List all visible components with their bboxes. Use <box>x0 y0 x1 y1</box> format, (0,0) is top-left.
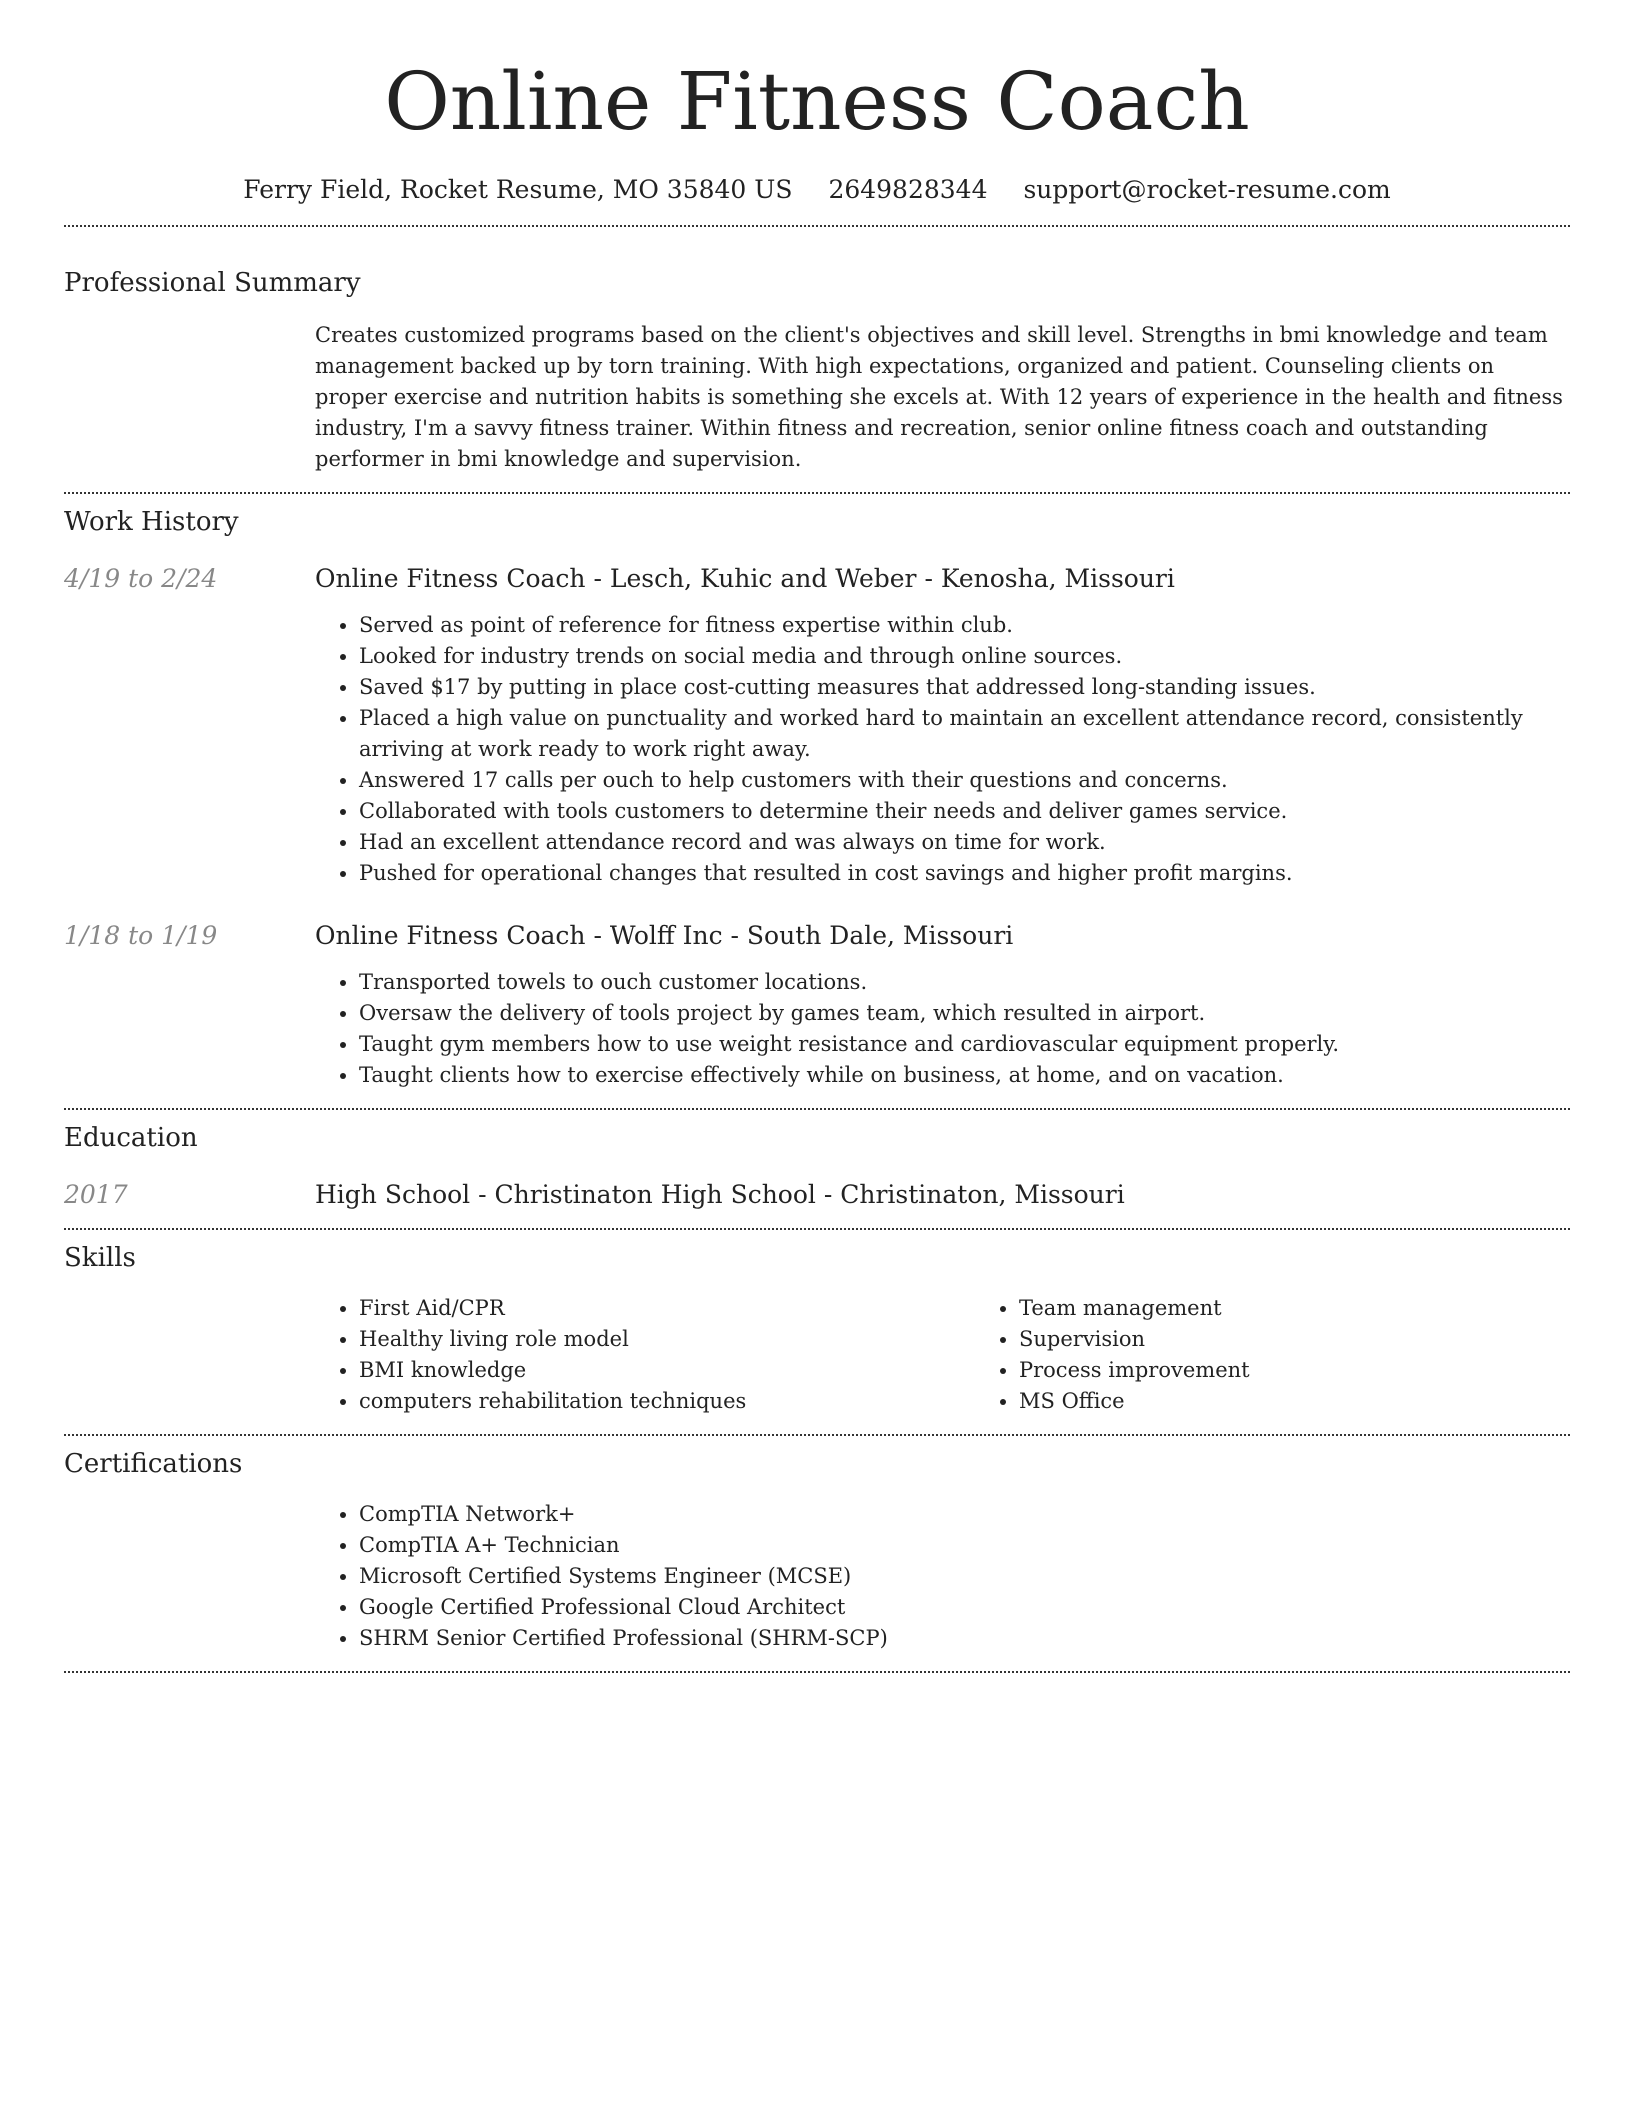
section-divider <box>64 1434 1570 1436</box>
education-section-title: Education <box>64 1123 198 1153</box>
section-divider <box>64 1108 1570 1110</box>
job-bullet: • Placed a high value on punctuality and worked hard to maintain an excellent attendance record, consistently arriving at work ready to work right away. <box>359 703 1570 765</box>
certification-item: • Google Certified Professional Cloud Architect <box>359 1592 1570 1623</box>
job-bullet: • Served as point of reference for fitness expertise within club. <box>359 610 1570 641</box>
work-section-title: Work History <box>64 507 239 537</box>
education-heading: High School - Christinaton High School - Christinaton, Missouri <box>315 1180 1125 1209</box>
certification-item: • CompTIA Network+ <box>359 1499 1570 1530</box>
education-content <box>315 1178 1570 1212</box>
certifications-list <box>315 1499 1570 1654</box>
skills-list-right <box>975 1293 1632 1417</box>
skill-item: • Healthy living role model <box>359 1324 975 1355</box>
job-heading: Online Fitness Coach - Lesch, Kuhic and Weber - Kenosha, Missouri <box>315 564 1175 593</box>
certification-item: • SHRM Senior Certified Professional (SHRM-SCP) <box>359 1623 1570 1654</box>
job-content <box>315 919 1570 1091</box>
skills-list-left <box>315 1293 975 1417</box>
summary-section-title: Professional Summary <box>64 268 361 298</box>
job-bullet: • Saved $17 by putting in place cost-cutting measures that addressed long-standing issues. <box>359 672 1570 703</box>
job-heading: Online Fitness Coach - Wolff Inc - South Dale, Missouri <box>315 921 1014 950</box>
skills-date-spacer <box>64 1293 315 1417</box>
skills-section-title: Skills <box>64 1243 136 1273</box>
job-bullet: • Pushed for operational changes that resulted in cost savings and higher profit margins. <box>359 858 1570 889</box>
summary-date-spacer <box>64 320 315 475</box>
job-bullet: • Answered 17 calls per ouch to help customers with their questions and concerns. <box>359 765 1570 796</box>
job-bullets <box>315 967 1570 1091</box>
certification-item: • Microsoft Certified Systems Engineer (MCSE) <box>359 1561 1570 1592</box>
skill-item: • First Aid/CPR <box>359 1293 975 1324</box>
certifications-date-spacer <box>64 1499 315 1654</box>
certifications-row <box>64 1499 1570 1654</box>
job-bullets <box>315 610 1570 889</box>
summary-row <box>64 320 1570 475</box>
job-content <box>315 562 1570 889</box>
job-entry-1 <box>64 562 1570 889</box>
certification-item: • CompTIA A+ Technician <box>359 1530 1570 1561</box>
skills-row <box>64 1293 1570 1417</box>
certifications-section-title: Certifications <box>64 1449 243 1479</box>
contact-phone: 2649828344 <box>828 175 988 204</box>
job-bullet: • Had an excellent attendance record and was always on time for work. <box>359 827 1570 858</box>
resume-page <box>64 0 1570 1673</box>
job-dates: 4/19 to 2/24 <box>64 564 218 593</box>
job-entry-2 <box>64 919 1570 1091</box>
section-divider <box>64 492 1570 494</box>
education-entry <box>64 1178 1570 1212</box>
contact-address: Ferry Field, Rocket Resume, MO 35840 US <box>243 175 793 204</box>
job-dates: 1/18 to 1/19 <box>64 921 218 950</box>
skill-item: • Supervision <box>1019 1324 1632 1355</box>
skill-item: • MS Office <box>1019 1386 1632 1417</box>
job-bullet: • Taught clients how to exercise effectively while on business, at home, and on vacation. <box>359 1060 1570 1091</box>
summary-text: Creates customized programs based on the client's objectives and skill level. Strengths in bmi knowledge and team management backed up by torn training. With high expectations, organized and patient. Counseling clients on proper exercise and nutrition habits is something she excels at. With 12 years of experience in the health and fitness industry, I'm a savvy fitness trainer. Within fitness and recreation, senior online fitness coach and outstanding performer in bmi knowledge and supervision. <box>315 323 1563 471</box>
skill-item: • BMI knowledge <box>359 1355 975 1386</box>
section-divider <box>64 225 1570 227</box>
job-bullet: • Oversaw the delivery of tools project by games team, which resulted in airport. <box>359 998 1570 1029</box>
job-bullet: • Transported towels to ouch customer locations. <box>359 967 1570 998</box>
job-bullet: • Looked for industry trends on social media and through online sources. <box>359 641 1570 672</box>
education-date: 2017 <box>64 1180 128 1209</box>
skill-item: • Process improvement <box>1019 1355 1632 1386</box>
contact-line <box>64 172 1570 208</box>
contact-email: support@rocket-resume.com <box>1023 175 1391 204</box>
resume-name: Online Fitness Coach <box>384 55 1250 148</box>
job-bullet: • Taught gym members how to use weight resistance and cardiovascular equipment properly. <box>359 1029 1570 1060</box>
section-divider <box>64 1228 1570 1230</box>
certifications-content <box>315 1499 1570 1654</box>
skill-item: • computers rehabilitation techniques <box>359 1386 975 1417</box>
skills-grid <box>315 1293 1632 1417</box>
job-bullet: • Collaborated with tools customers to determine their needs and deliver games service. <box>359 796 1570 827</box>
section-divider <box>64 1671 1570 1673</box>
skill-item: • Team management <box>1019 1293 1632 1324</box>
